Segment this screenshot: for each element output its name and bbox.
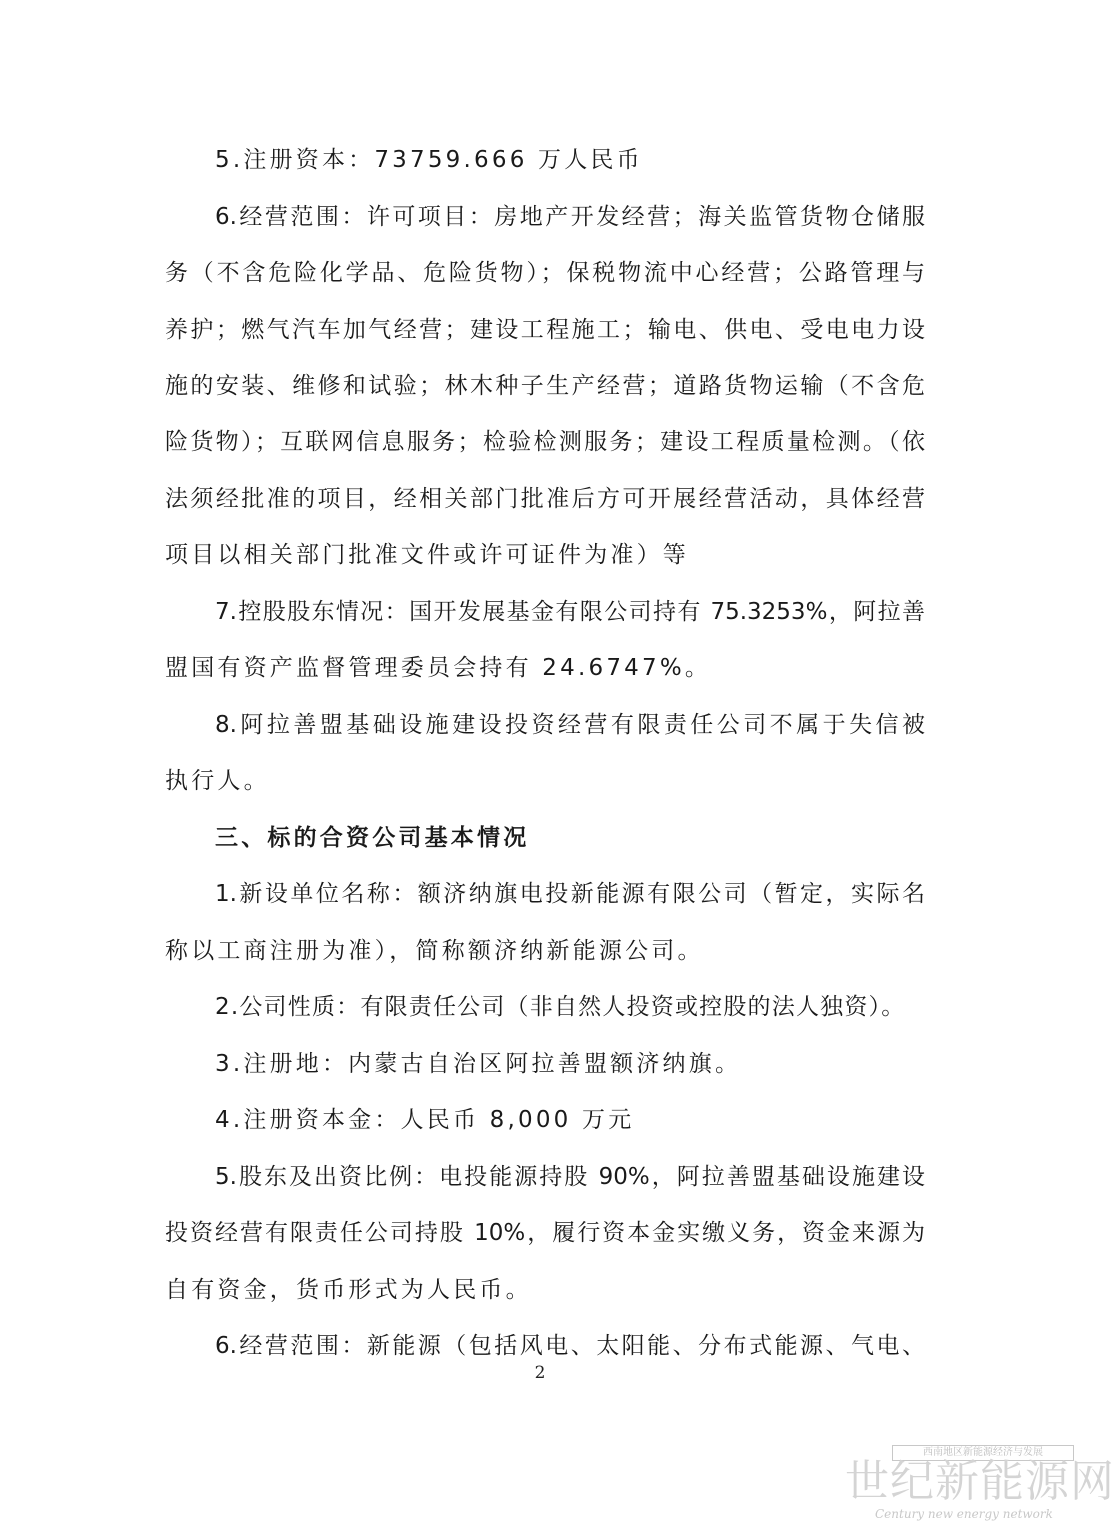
paragraph-line: 1.新设单位名称：额济纳旗电投新能源有限公司（暂定，实际名: [215, 881, 925, 907]
paragraph-line: 4.注册资本金：人民币 8,000 万元: [215, 1107, 635, 1133]
paragraph-line: 盟国有资产监督管理委员会持有 24.6747%。: [165, 655, 712, 681]
paragraph-line: 3.注册地：内蒙古自治区阿拉善盟额济纳旗。: [215, 1051, 742, 1077]
paragraph-line: 险货物）；互联网信息服务；检验检测服务；建设工程质量检测。（依: [165, 429, 925, 455]
paragraph-line: 2.公司性质：有限责任公司（非自然人投资或控股的法人独资）。: [215, 994, 906, 1020]
paragraph-line: 5.股东及出资比例：电投能源持股 90%，阿拉善盟基础设施建设: [215, 1164, 925, 1190]
paragraph-line: 自有资金，货币形式为人民币。: [165, 1277, 532, 1303]
paragraph-line: 施的安装、维修和试验；林木种子生产经营；道路货物运输（不含危: [165, 373, 925, 399]
paragraph-line: 6.经营范围：新能源（包括风电、太阳能、分布式能源、气电、: [215, 1333, 925, 1359]
paragraph-line: 称以工商注册为准），简称额济纳新能源公司。: [165, 938, 704, 964]
watermark-main-text: 世纪新能源网: [845, 1456, 1115, 1507]
paragraph-line: 务（不含危险化学品、危险货物）；保税物流中心经营；公路管理与: [165, 260, 925, 286]
paragraph-line: 8.阿拉善盟基础设施建设投资经营有限责任公司不属于失信被: [215, 712, 925, 738]
paragraph-line: 执行人。: [165, 768, 270, 794]
watermark-english-text: Century new energy network: [875, 1507, 1053, 1521]
page-number: 2: [534, 1363, 546, 1383]
watermark-logo: [845, 1445, 1115, 1525]
paragraph-line: 项目以相关部门批准文件或许可证件为准）等: [165, 542, 689, 568]
paragraph-line: 5.注册资本：73759.666 万人民币: [215, 147, 643, 173]
paragraph-line: 养护；燃气汽车加气经营；建设工程施工；输电、供电、受电电力设: [165, 317, 925, 343]
paragraph-line: 投资经营有限责任公司持股 10%，履行资本金实缴义务，资金来源为: [165, 1220, 925, 1246]
section-heading: 三、标的合资公司基本情况: [215, 825, 530, 851]
watermark-top-text: 西南地区新能源经济与发展: [892, 1445, 1074, 1461]
paragraph-line: 6.经营范围：许可项目：房地产开发经营；海关监管货物仓储服: [215, 204, 925, 230]
paragraph-line: 法须经批准的项目，经相关部门批准后方可开展经营活动，具体经营: [165, 486, 925, 512]
paragraph-line: 7.控股股东情况：国开发展基金有限公司持有 75.3253%，阿拉善: [215, 599, 925, 625]
